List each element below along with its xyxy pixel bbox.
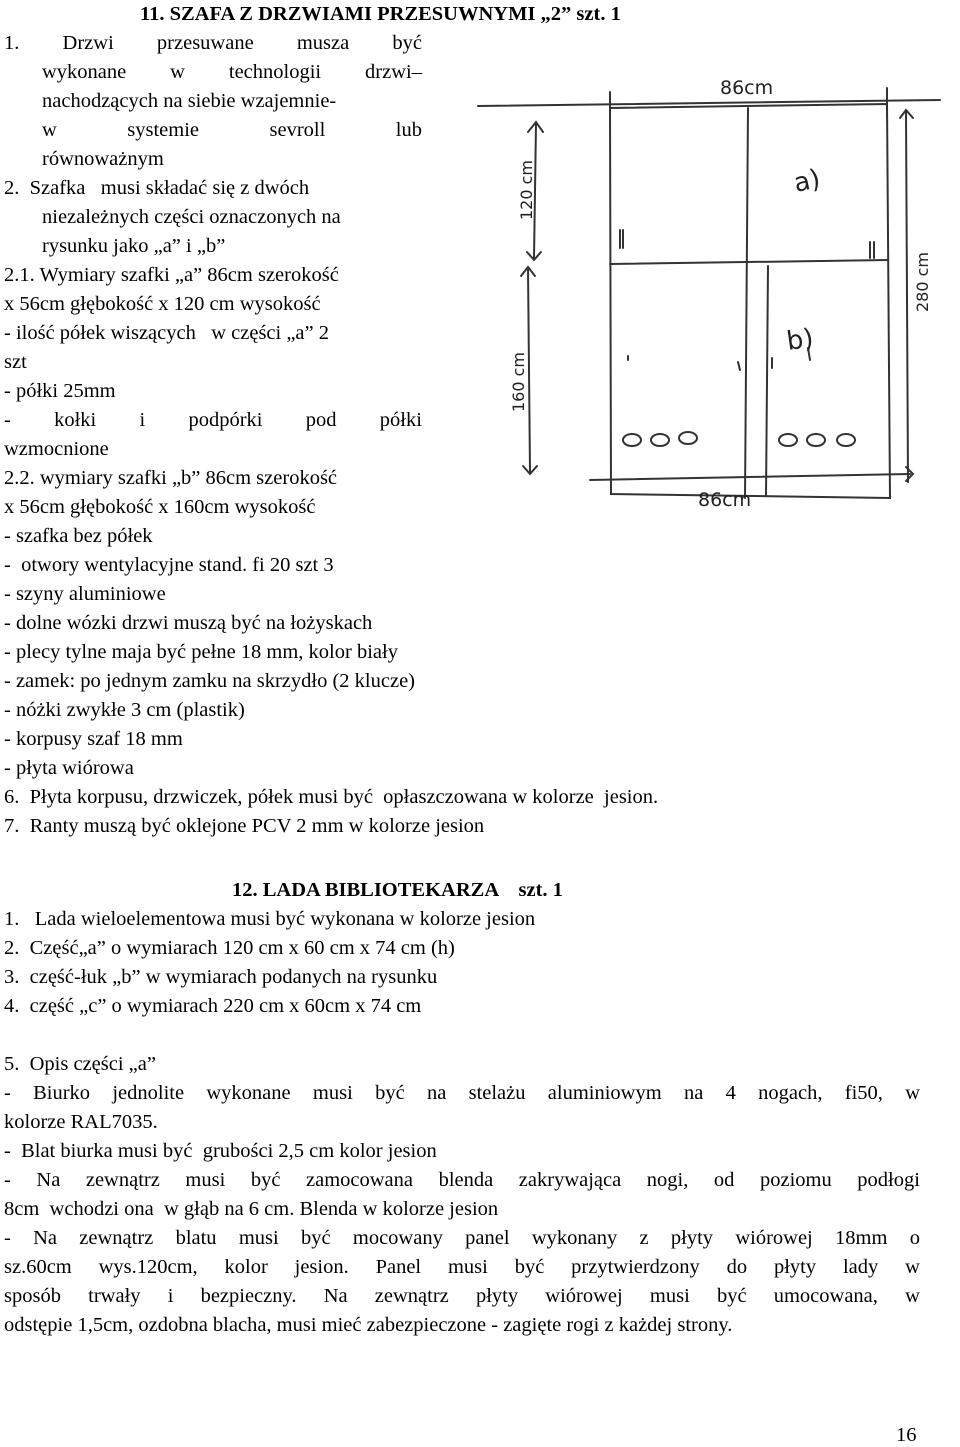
item-2-1-line-5: - półki 25mm	[4, 380, 116, 402]
word: być	[375, 1082, 405, 1104]
sketch-lines	[478, 88, 940, 498]
word: -	[4, 1082, 11, 1104]
middle-divider	[610, 260, 888, 264]
vent-hole	[679, 432, 697, 444]
item-2-2-line-9: - nóżki zwykłe 3 cm (plastik)	[4, 699, 245, 721]
word: sz.60cm	[4, 1256, 72, 1278]
item-2-2-line-3: - szafka bez półek	[4, 525, 153, 547]
item-2-line-1: 2. Szafka musi składać się z dwóch	[4, 177, 310, 199]
word: płyty	[670, 1227, 714, 1249]
item-2-2-line-1: 2.2. wymiary szafki „b” 86cm szerokość	[4, 467, 338, 489]
word: -	[4, 1169, 11, 1191]
word: wys.120cm,	[98, 1256, 198, 1278]
word: od	[713, 1169, 735, 1191]
word: fi50,	[844, 1082, 883, 1104]
vent-hole	[837, 434, 855, 446]
item-2-2-line-11: - płyta wiórowa	[4, 757, 134, 779]
word: zewnątrz	[374, 1285, 449, 1307]
page-number: 16	[896, 1424, 917, 1446]
item-7: 7. Ranty muszą być oklejone PCV 2 mm w kolorze jesion	[4, 815, 485, 837]
word: i	[139, 409, 146, 431]
word: półki	[379, 409, 422, 431]
left-dim-160	[528, 268, 530, 472]
s12-p4-line-1	[4, 1226, 920, 1250]
word: panel	[465, 1227, 510, 1249]
item-2-1-line-1: 2.1. Wymiary szafki „a” 86cm szerokość	[4, 264, 339, 286]
word: wiórowej	[545, 1285, 623, 1307]
word: być	[250, 1169, 281, 1191]
word: z	[639, 1227, 649, 1249]
word: nogach,	[758, 1082, 823, 1104]
word: płyty	[475, 1285, 519, 1307]
word: i	[167, 1285, 174, 1307]
word: podłogi	[857, 1169, 920, 1191]
word: podpórki	[188, 409, 263, 431]
word: musi	[447, 1256, 488, 1278]
word: wykonany	[531, 1227, 618, 1249]
s12-p4-line-3	[4, 1284, 920, 1308]
word: lady	[842, 1256, 879, 1278]
s12-p1-line-2: kolorze RAL7035.	[4, 1111, 158, 1133]
s12-item-4: 4. część „c” o wymiarach 220 cm x 60cm x 74 cm	[4, 995, 422, 1017]
bottom-dim-line	[590, 474, 910, 480]
item-2-1-line-2: x 56cm głębokość x 120 cm wysokość	[4, 293, 321, 315]
sketch-height-a: 120 cm	[517, 159, 536, 220]
item-2-2-line-2: x 56cm głębokość x 160cm wysokość	[4, 496, 316, 518]
word: Biurko	[33, 1082, 91, 1104]
item-1-line-3: nachodzących na siebie wzajemnie-	[42, 90, 337, 112]
sketch-bottom-width: 86cm	[698, 489, 752, 511]
item-2-1-line-7: wzmocnione	[4, 438, 109, 460]
right-dim-280	[906, 112, 908, 482]
word: wiórowej	[735, 1227, 813, 1249]
word: pod	[305, 409, 337, 431]
word: mocowany	[352, 1227, 443, 1249]
word: wykonane	[42, 61, 127, 83]
word: jesion.	[294, 1256, 349, 1278]
word: sevroll	[269, 119, 326, 141]
word: w	[42, 119, 57, 141]
word: przesuwane	[156, 32, 254, 54]
word: być	[514, 1256, 545, 1278]
word: -	[4, 409, 11, 431]
handle-mark-right	[870, 242, 874, 258]
word: Drzwi	[62, 32, 114, 54]
s12-item-5-title: 5. Opis części „a”	[4, 1053, 156, 1075]
wardrobe-sketch	[470, 62, 950, 522]
s12-p4-line-4: odstępie 1,5cm, ozdobna blacha, musi mieć zabezpieczone - zagięte rogi z każdej strony.	[4, 1314, 733, 1336]
word: systemie	[127, 119, 200, 141]
word: Na	[33, 1227, 58, 1249]
word: musi	[649, 1285, 690, 1307]
word: w	[905, 1082, 920, 1104]
word: zewnątrz	[85, 1169, 160, 1191]
word: kołki	[54, 409, 97, 431]
item-2-1-line-4: szt	[4, 351, 27, 373]
word: być	[716, 1285, 747, 1307]
sketch-total-height: 280 cm	[913, 251, 932, 312]
word: sposób	[4, 1285, 61, 1307]
s12-p2: - Blat biurka musi być grubości 2,5 cm kolor jesion	[4, 1140, 437, 1162]
item-2-line-2: niezależnych części oznaczonych na	[42, 206, 341, 228]
word: technologii	[228, 61, 322, 83]
handle-mark-left	[620, 230, 623, 248]
word: musi	[238, 1227, 279, 1249]
word: Panel	[375, 1256, 422, 1278]
word: drzwi–	[365, 61, 422, 83]
word: wykonane	[206, 1082, 291, 1104]
word: 18mm	[835, 1227, 888, 1249]
vent-hole	[807, 434, 825, 446]
word: w	[170, 61, 185, 83]
door-split	[745, 108, 748, 498]
vent-holes	[623, 432, 855, 446]
word: trwały	[88, 1285, 141, 1307]
item-1-line-5: równoważnym	[42, 148, 164, 170]
item-2-2-line-8: - zamek: po jednym zamku na skrzydło (2 klucze)	[4, 670, 415, 692]
vent-hole	[623, 434, 641, 446]
word: Na	[323, 1285, 348, 1307]
s12-p4-line-2	[4, 1255, 920, 1279]
word: aluminiowym	[547, 1082, 662, 1104]
word: bezpieczny.	[200, 1285, 297, 1307]
word: zewnątrz	[79, 1227, 154, 1249]
word: na	[426, 1082, 447, 1104]
word: 1.	[4, 32, 20, 54]
item-1-line-1	[4, 31, 422, 55]
word: o	[909, 1227, 920, 1249]
item-2-2-line-6: - dolne wózki drzwi muszą być na łożyskach	[4, 612, 373, 634]
word: blenda	[438, 1169, 494, 1191]
item-1-line-4	[42, 118, 422, 142]
door-split-b	[766, 266, 768, 496]
s12-item-2: 2. Część„a” o wymiarach 120 cm x 60 cm x 74 cm (h)	[4, 937, 455, 959]
word: umocowana,	[773, 1285, 878, 1307]
word: blatu	[175, 1227, 217, 1249]
word: zakrywająca	[518, 1169, 622, 1191]
s12-p3-line-2: 8cm wchodzi ona w głąb na 6 cm. Blenda w kolorze jesion	[4, 1198, 499, 1220]
vent-hole	[651, 434, 669, 446]
word: Na	[36, 1169, 61, 1191]
word: stelażu	[468, 1082, 526, 1104]
word: lub	[395, 119, 422, 141]
s12-item-3: 3. część-łuk „b” w wymiarach podanych na rysunku	[4, 966, 438, 988]
word: -	[4, 1227, 11, 1249]
word: jednolite	[112, 1082, 185, 1104]
section-11-heading: 11. SZAFA Z DRZWIAMI PRZESUWNYMI „2” szt. 1	[140, 3, 621, 25]
item-2-2-line-10: - korpusy szaf 18 mm	[4, 728, 183, 750]
word: płyty	[773, 1256, 817, 1278]
word: kolor	[224, 1256, 268, 1278]
word: przytwierdzony	[571, 1256, 700, 1278]
s12-p3-line-1	[4, 1168, 920, 1192]
item-2-1-line-6	[4, 408, 422, 432]
word: musi	[185, 1169, 226, 1191]
sketch-label-b: b)	[784, 323, 816, 357]
sketch-top-width: 86cm	[720, 77, 774, 99]
vent-hole	[779, 434, 797, 446]
item-2-1-line-3: - ilość półek wiszących w części „a” 2	[4, 322, 330, 344]
word: zamocowana	[306, 1169, 414, 1191]
item-2-line-3: rysunku jako „a” i „b”	[42, 235, 226, 257]
word: na	[683, 1082, 704, 1104]
word: być	[392, 32, 422, 54]
word: musza	[296, 32, 350, 54]
s12-p1-line-1	[4, 1081, 920, 1105]
word: być	[301, 1227, 331, 1249]
sketch-label-a: a)	[791, 164, 823, 199]
item-2-2-line-5: - szyny aluminiowe	[4, 583, 166, 605]
mark-dot-2	[738, 362, 740, 370]
item-2-2-line-7: - plecy tylne maja być pełne 18 mm, kolor biały	[4, 641, 398, 663]
item-6: 6. Płyta korpusu, drzwiczek, półek musi być opłaszczowana w kolorze jesion.	[4, 786, 659, 808]
word: musi	[312, 1082, 353, 1104]
word: w	[905, 1256, 920, 1278]
word: nogi,	[646, 1169, 689, 1191]
word: poziomu	[759, 1169, 832, 1191]
s12-item-1: 1. Lada wieloelementowa musi być wykonana w kolorze jesion	[4, 908, 536, 930]
item-2-2-line-4: - otwory wentylacyjne stand. fi 20 szt 3	[4, 554, 334, 576]
word: 4	[725, 1082, 736, 1104]
word: do	[726, 1256, 748, 1278]
sketch-height-b: 160 cm	[509, 351, 528, 412]
word: w	[905, 1285, 920, 1307]
section-12-heading: 12. LADA BIBLIOTEKARZA szt. 1	[232, 879, 563, 901]
item-1-line-2	[42, 60, 422, 84]
